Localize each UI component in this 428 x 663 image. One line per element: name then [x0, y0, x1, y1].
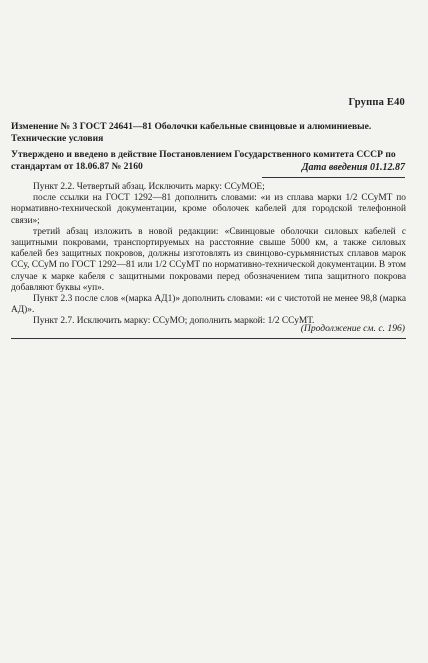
effective-date: Дата введения 01.12.87 [301, 162, 405, 173]
approval-statement: Утверждено и введено в действие Постановлением Государственного комитета СССР по стандартам от 18.06.87 № 2160 [11, 149, 396, 172]
date-underline [262, 177, 405, 178]
paragraph: Пункт 2.3 после слов «(марка АД1)» дополнить словами: «и с чистотой не менее 98,8 (марка АД)». [11, 294, 406, 316]
section-divider [11, 338, 406, 339]
amendment-title: Изменение № 3 ГОСТ 24641—81 Оболочки кабельные свинцовые и алюминиевые. Технические условия [11, 121, 372, 144]
paragraph: третий абзац изложить в новой редакции: «Свинцовые оболочки силовых кабелей с защитными покровами, транспортируемых на расстояние свыше 5000 км, а также силовых кабелей без защитных покровов, должны изготовлять из свинцово-сурьмянистых сплавов марок ССу, ССуМ по ГОСТ 1292—81 или 1/2 ССуМТ по нормативно-технической документации. В этом случае к марке кабеля с защитными покровами перед обозначением типа защитного покрова добавляют буквы «уп». [11, 226, 406, 293]
paragraph: Пункт 2.2. Четвертый абзац. Исключить марку: ССуМОЕ; [33, 182, 265, 192]
amendment-body [11, 182, 406, 328]
continuation-note: (Продолжение см. с. 196) [300, 323, 405, 334]
group-label: Группа Е40 [348, 97, 405, 108]
paragraph: после ссылки на ГОСТ 1292—81 дополнить словами: «и из сплава марки 1/2 ССуМТ по нормативно-технической документации, кроме оболочек кабелей для городской телефонной связи»; [11, 193, 406, 226]
paragraph: Пункт 2.7. Исключить марку: ССуМО; дополнить маркой: 1/2 ССуМТ. [33, 316, 315, 327]
